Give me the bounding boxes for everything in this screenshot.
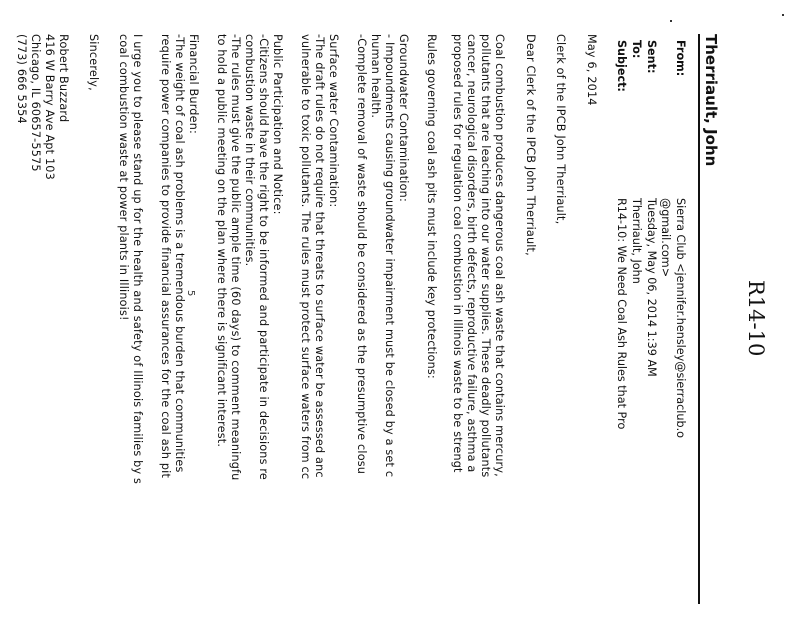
signature-city: Chicago, IL 60657-5575 — [29, 34, 42, 172]
intro-line: Coal combustion produces dangerous coal ash waste that contains mercury, — [493, 34, 506, 477]
sender-name: Therriault, John — [702, 34, 720, 167]
intro-line: pollutants that are leaching into our water supplies. These deadly pollutants — [479, 34, 492, 478]
scan-speck — [670, 20, 672, 22]
scan-speck — [782, 14, 784, 16]
closing-line: I urge you to please stand up for the health and safety of Illinois families by s — [131, 34, 144, 485]
section-line: -Complete removal of waste should be considered as the presumptive closu — [355, 34, 368, 475]
letter-date: May 6, 2014 — [585, 34, 598, 106]
section-line: -The draft rules do not require that threats to surface water be assessed anc — [313, 34, 326, 478]
from-value: Sierra Club <jennifer.hensley@sierraclub.o — [674, 198, 687, 438]
section-line: -The weight of coal ash problems is a tremendous burden that communities — [173, 34, 186, 473]
subject-value: R14-10: We Need Coal Ash Rules that Pro — [615, 198, 628, 430]
page-number: 5 — [185, 290, 196, 297]
recipient-line: Clerk of the IPCB John Therriault, — [554, 34, 567, 225]
section-line: -Citizens should have the right to be informed and participate in decisions re — [257, 34, 270, 481]
signature-name: Robert Buzzard — [57, 34, 70, 123]
section-line: combustion waste in their communities. — [243, 34, 256, 267]
section-line: human health. — [369, 34, 382, 119]
closing-line: coal combustion waste at power plants in Illinois! — [117, 34, 130, 321]
section-title-groundwater: Groundwater Contamination: — [397, 34, 410, 202]
from-label: From: — [674, 40, 687, 77]
to-value: Therriault, John — [630, 198, 643, 284]
to-label: To: — [630, 40, 643, 59]
signoff: Sincerely, — [87, 34, 100, 91]
sent-value: Tuesday, May 06, 2014 1:39 AM — [645, 198, 658, 377]
header-rule — [698, 34, 700, 604]
signature-address: 416 W Barry Ave Apt 103 — [43, 34, 56, 180]
intro-line: proposed rules for regulation coal combustion in Illinois waste to be strengt — [451, 34, 464, 473]
salutation: Dear Clerk of the IPCB John Therriault, — [524, 34, 537, 256]
signature-phone: (773) 666 5354 — [15, 34, 28, 124]
intro-line: cancer, neurological disorders, birth defects, reproductive failure, asthma a — [465, 34, 478, 473]
section-line: vulnerable to toxic pollutants. The rules must protect surface waters from cc — [299, 34, 312, 480]
subject-label: Subject: — [615, 40, 628, 92]
section-title-public-participation: Public Participation and Notice: — [271, 34, 284, 215]
rules-statement: Rules governing coal ash pits must include key protections: — [425, 34, 438, 379]
from-value-continued: @gmail.com> — [659, 198, 672, 278]
section-line: -The rules must give the public ample time (60 days) to comment meaningfu — [229, 34, 242, 481]
reference-number: R14-10 — [744, 280, 768, 357]
section-line: - Impoundments causing groundwater impairment must be closed by a set c — [383, 34, 396, 478]
section-title-financial-burden: Financial Burden: — [187, 34, 200, 134]
section-line: require power companies to provide financial assurances for the coal ash pit — [159, 34, 172, 479]
section-title-surface-water: Surface water Contamination: — [327, 34, 340, 208]
section-line: to hold a public meeting on the plan where there is significant interest. — [215, 34, 228, 448]
sent-label: Sent: — [645, 40, 658, 74]
